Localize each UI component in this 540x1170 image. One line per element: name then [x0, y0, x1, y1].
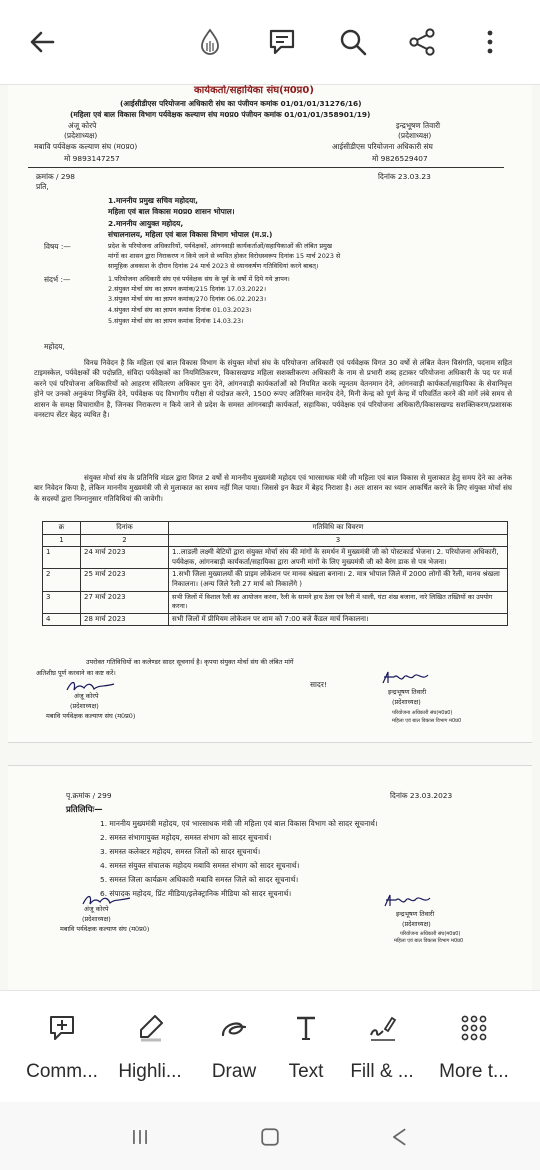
reference-item-1: 1.परियोजना अधिकारी संघ एवं पर्यवेक्षक संघ के पूर्व के वर्षो में दिये गये ज्ञापन। [108, 275, 290, 283]
copy-left-org: मबावि पर्यवेक्षक कल्याण संघ (म0प्र0) [60, 925, 150, 933]
table-header-cell: गतिविधि का विवरण [169, 522, 508, 535]
header-rule [28, 167, 504, 168]
table-cell-no: 4 [43, 613, 81, 626]
right-phone: मो 9826529407 [372, 154, 428, 163]
copy-ref-no: पृ.क्रमांक / 299 [66, 791, 112, 800]
liquid-mode-icon[interactable] [190, 22, 230, 62]
body-paragraph-1: विनम्र निवेदन है कि महिला एवं बाल विकास विभाग के संयुक्त मोर्चा संघ के परियोजना अधिकारी एवं पर्यवेक्षक विगत 30 वर्षो से लंबित वेतन विसंगति, पदनाम सहित टाइमस्केल, पर्यवेक्षकों की पदोन्नति, संविदा पर्यवेक्षकों का नियमितिकरण, विकासखण्ड महिला सशक्तीकरण अधिकारी के नाम से प्रभारी शब्द हटाकर परियोजना अधिकारी के पद पर मर्ज करने एवं परियोजना अधिकारियों को आहरण संवितरण अधिकार पुनः देने, आंगनवाड़ी कार्यकर्ताओं को नियमित करके न्यूनतम वेतनमान देने, आंगनवाड़ी कार्यकर्ता/सहायिका के सेवानिवृत्त होने पर उनको अनुकंपा नियुक्ति देने, पर्यवेक्षक पद विभागीय परीक्षा से पदोन्नत करने, 1500 रूपए अतिरिक्त मानदेय देने, मिनी केन्द्र को पूर्ण केन्द्र में परिवर्तित करने की मांगें लंबे समय से शासन के समक्ष विचाराधीन है, जिनका निराकरण न किये जाने से प्रदेश के समस्त आंगनबाड़ी कार्यकर्ता, सहायिका, पर्यवेक्षक एवं परियोजना अधिकारी/विकासखण्ड सशक्तिकरण/प्रशासक वनस्टाप सेंटर बेहद व्यथित है। [34, 358, 512, 420]
table-header-cell: दिनांक [81, 522, 169, 535]
table-cell-no: 1 [43, 547, 81, 569]
highlight-tool-label: Highli... [118, 1061, 182, 1082]
more-vertical-icon[interactable] [470, 22, 510, 62]
right-org-name: आईसीडीएस परियोजना अधिकारी संघ [332, 142, 433, 151]
fill-sign-tool-label: Fill & ... [350, 1061, 414, 1082]
search-icon[interactable] [333, 22, 373, 62]
table-number-cell: 2 [81, 534, 169, 547]
comment-tool-button[interactable] [12, 1013, 112, 1093]
right-signature-org: परियोजना अधिकारी संघ(म0प्र0) [392, 710, 453, 716]
reference-item-2: 2.संयुक्त मोर्चा संघ का ज्ञापन कमांक/215 दिनांक 17.03.2022। [108, 285, 267, 293]
share-icon[interactable] [402, 22, 442, 62]
left-org-name: मबावि पर्यवेक्षक कल्याण संघ (म0प्र0) [34, 142, 138, 151]
document-viewport[interactable] [0, 85, 540, 990]
copy-date: दिनांक 23.03.2023 [390, 791, 453, 800]
fill-sign-icon [367, 1013, 397, 1043]
org-registration-line-2: (महिला एवं बाल विकास विभाग पर्यवेक्षक कल्याण संघ म0प्र0 पंजीयन कमांक 01/01/01/358901/19) [70, 110, 371, 119]
table-row [43, 613, 508, 626]
activity-table [42, 521, 508, 626]
right-signature-dept: महिला एवं बाल विकास विभाग म0प्र0 [392, 718, 462, 724]
copy-to-label: प्रतिलिपिः— [66, 804, 103, 814]
table-number-cell: 3 [169, 534, 508, 547]
annotation-toolbar [0, 990, 540, 1102]
subject-label: विषय :— [44, 242, 71, 251]
copy-item-6: 6. संपादक महोदय, प्रिंट मीडिया/इलेक्ट्रानिक मीडिया को सादर सूचनार्थ। [100, 889, 292, 898]
more-tools-label: More t... [439, 1061, 509, 1082]
table-cell-desc: 1..लाडली लक्ष्मी बेटियों द्वारा संयुक्त मोर्चा संघ की मांगों के समर्थन में मुख्यमंत्री जी को पोस्टकार्ड भेजना। 2. परियोजना अधिकारी, पर्यवेक्षक, आंगनबाड़ी कार्यकर्ता/सहायिका द्वारा अपनी मांगों के लिए मुख्यमंत्री जी को बैरंग डाक से पत्र भेजना। [169, 547, 508, 569]
table-number-cell: 1 [43, 534, 81, 547]
text-icon [291, 1013, 321, 1043]
table-cell-desc: 1.सभी जिला मुख्यालयों की प्राइम लोकेशन पर मानव श्रंखला बनाना। 2. मात्र भोपाल जिले में 2000 लोगों की रैली, मानव श्रंखला निकालना। (अन्य जिले रैली 27 मार्च को निकालेंगे ) [169, 569, 508, 591]
table-cell-no: 2 [43, 569, 81, 591]
table-cell-date: 25 मार्च 2023 [81, 569, 169, 591]
copy-item-3: 3. समस्त कलेक्टर महोदय, समस्त जिलों को सादर सूचनार्थ। [100, 847, 261, 856]
closing-line-1: उपरोक्त गतिविधियों का कलेण्डर सादर सूचनार्थ है। कृपया संयुक्त मोर्चा संघ की लंबित मांगें [86, 658, 294, 666]
comment-icon[interactable] [262, 22, 302, 62]
subject-line-2: मांगों का शासन द्वारा निराकरण न किये जाने से व्यथित होकर विरोधस्वरूप दिनांक 15 मार्च 2023 से [108, 252, 341, 260]
subject-line-3: सामूहिक अवकाश के दौरान दिनांक 24 मार्च 2023 से ध्यानकर्षण गतिविधियां करने बाबत्। [108, 262, 319, 270]
reference-item-5: 5.संयुक्त मोर्चा संघ का ज्ञापन कमांक दिनांक 14.03.23। [108, 317, 244, 325]
table-header-row [43, 522, 508, 535]
body-paragraph-2: संयुक्त मोर्चा संघ के प्रतिनिधि मंडल द्वारा विगत 2 वर्षो से माननीय मुख्यमंत्री महोदय एवं भारसाधक मंत्री जी महिला एवं बाल विकास से मुलाकात हेतु समय देने का अनेक बार निवेदन किया है, लेकिन माननीय मुख्यमंत्री जी से मुलाकात का समय नहीं मिल पाया। जिससे इन कैडर में बेहद निराशा है। अतः शासन का ध्यान आकर्षित करने के लिए संयुक्त मोर्चा संघ के सदस्यों द्वारा निम्नानुसार गतिविधियां की जावेगी। [34, 473, 512, 503]
more-tools-grid-icon [459, 1013, 489, 1043]
copy-right-dept: महिला एवं बाल विकास विभाग म0प्र0 [394, 938, 464, 944]
pdf-page-2 [8, 765, 532, 990]
table-row [43, 547, 508, 569]
right-signature-role: (प्रदेशाध्यक्ष) [392, 698, 421, 706]
table-header-cell: क्र [43, 522, 81, 535]
subject-line-1: प्रदेश के परियोजना अधिकारियों, पर्यवेक्षकों, आंगनवाड़ी कार्यकर्ताओं/सहायिकाओं की लंबित प्रमुख [108, 242, 332, 250]
closing-line-2: अतिशीघ्र पूर्ण करवाने का कष्ट करें। [36, 669, 116, 677]
system-navigation-bar [0, 1102, 540, 1170]
text-tool-label: Text [288, 1061, 324, 1082]
home-icon[interactable] [250, 1122, 290, 1152]
org-title: कार्यकर्ता/सहायिका संघ(म0प्र0) [194, 85, 314, 96]
address-line-2: महिला एवं बाल विकास म0प्र0 शासन भोपाल। [108, 207, 235, 216]
reference-label: संदर्भ :— [44, 275, 71, 284]
left-signature-role: (प्रदेशाध्यक्ष) [70, 702, 99, 710]
prati-label: प्रति, [36, 182, 49, 191]
saadar-text: सादर! [310, 680, 327, 689]
right-president-name: इन्द्रभूषण तिवारी [396, 121, 441, 130]
left-signature-org: मबावि पर्यवेक्षक कल्याण संघ (म0प्र0) [46, 712, 136, 720]
table-row [43, 591, 508, 613]
add-comment-icon [47, 1013, 77, 1043]
left-phone: मो 9893147257 [64, 154, 120, 163]
table-cell-date: 28 मार्च 2023 [81, 613, 169, 626]
highlighter-icon [135, 1013, 165, 1043]
draw-icon [219, 1013, 249, 1043]
table-cell-desc: सभी जिलों में प्रीमियम लोकेशन पर शाम को 7:00 बजे कैंडल मार्च निकालना। [169, 613, 508, 626]
left-signature-name: अंजू कोरपे [74, 692, 99, 700]
draw-tool-label: Draw [211, 1061, 257, 1082]
table-cell-date: 27 मार्च 2023 [81, 591, 169, 613]
reference-item-4: 4.संयुक्त मोर्चा संघ का ज्ञापन कमांक दिनांक 01.03.2023। [108, 306, 252, 314]
copy-item-2: 2. समस्त संभागायुक्त महोदय, समस्त संभाग को सादर सूचनार्थ। [100, 833, 272, 842]
left-president-name: अंजू कोरपे [68, 121, 97, 130]
fill-sign-tool-button[interactable] [332, 1013, 432, 1093]
back-triangle-icon[interactable] [380, 1122, 420, 1152]
copy-left-role: (प्रदेशाध्यक्ष) [82, 915, 111, 923]
table-cell-no: 3 [43, 591, 81, 613]
pdf-page-1 [8, 85, 532, 743]
address-line-3: 2.माननीय आयुक्त महोदय, [108, 219, 184, 228]
copy-item-1: 1. माननीय मुख्यमंत्री महोदय, एवं भारसाधक मंत्री जी महिला एवं बाल विकास विभाग को सादर सूचनार्थ। [100, 819, 378, 828]
more-tools-button[interactable] [424, 1013, 524, 1093]
address-line-1: 1.माननीय प्रमुख सचिव महोदया, [108, 196, 198, 205]
copy-right-org: परियोजना अधिकारी संघ(म0प्र0) [400, 931, 461, 937]
table-cell-desc: सभी जिलों में विशाल रैली का आयोजन करना, रैली के सामने हाथ ठेला एवं रैली में थाली, घंटा शंख बजाना, नारे लिखित तख्तियों का उपयोग करना। [169, 591, 508, 613]
letter-date: दिनांक 23.03.23 [378, 172, 431, 181]
reference-item-3: 3.संयुक्त मोर्चा संघ का ज्ञापन कमांक/270 दिनांक 06.02.2023। [108, 295, 267, 303]
copy-item-5: 5. समस्त जिला कार्यक्रम अधिकारी मबावि समस्त जिले को सादर सूचनार्थ। [100, 875, 299, 884]
table-row [43, 569, 508, 591]
left-president-role: (प्रदेशाध्यक्ष) [64, 131, 98, 140]
copy-left-name: अंजू कोरपे [84, 905, 109, 913]
comment-tool-label: Comm... [26, 1061, 98, 1082]
address-line-4: संचालनालय, महिला एवं बाल विकास विभाग भोपाल (म.प्र.) [108, 230, 273, 239]
table-number-row [43, 534, 508, 547]
recent-apps-icon[interactable] [120, 1122, 160, 1152]
right-president-role: (प्रदेशाध्यक्ष) [398, 131, 432, 140]
salutation: महोदय, [44, 342, 65, 351]
copy-item-4: 4. समस्त संयुक्त संचालक महोदय मबावि समस्त संभाग को सादर सूचनार्थ। [100, 861, 300, 870]
copy-right-name: इन्द्रभूषण तिवारी [396, 910, 435, 918]
copy-right-role: (प्रदेशाध्यक्ष) [402, 920, 431, 928]
letter-ref-no: क्रमांक / 298 [36, 172, 75, 181]
org-registration-line-1: (आईसीडीएस परियोजना अधिकारी संघ का पंजीयन कमांक 01/01/01/31276/16) [120, 99, 362, 108]
back-arrow-icon[interactable] [22, 22, 62, 62]
right-signature-name: इन्द्रभूषण तिवारी [388, 688, 427, 696]
top-app-bar [0, 0, 540, 84]
table-cell-date: 24 मार्च 2023 [81, 547, 169, 569]
